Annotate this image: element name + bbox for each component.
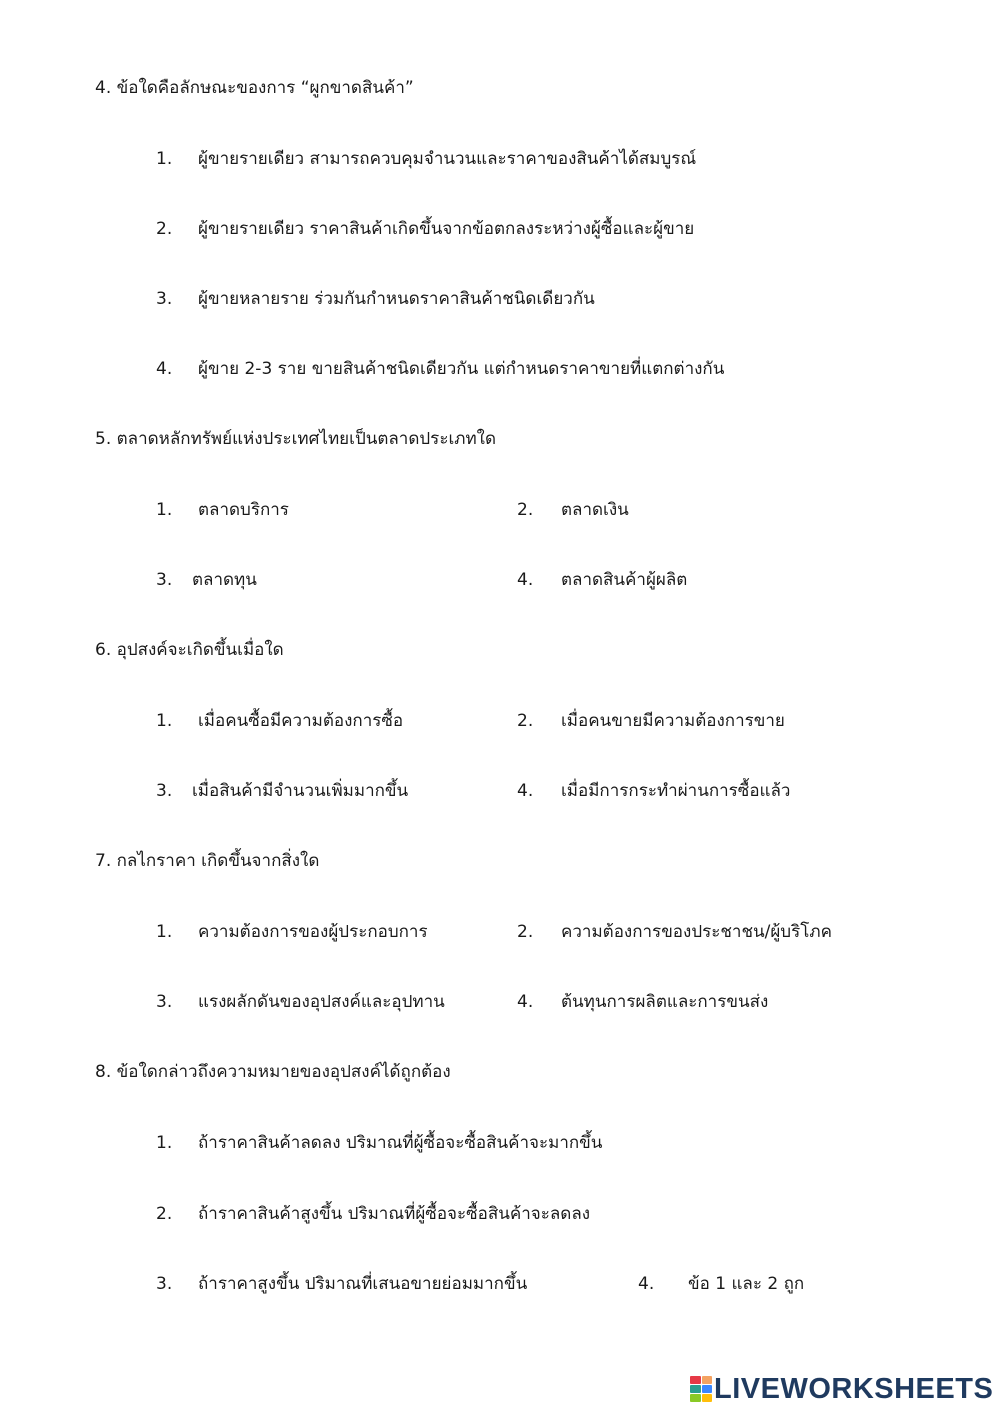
q7-option-3: แรงผลักดันของอุปสงค์และอุปทาน <box>198 992 445 1012</box>
q7-option-1: ความต้องการของผู้ประกอบการ <box>198 922 428 942</box>
q8-option-3-number: 3. <box>156 1274 173 1294</box>
q8-option-2-number: 2. <box>156 1204 173 1224</box>
logo-text: LIVEWORKSHEETS <box>714 1372 994 1405</box>
logo-block <box>702 1385 713 1393</box>
q7-option-3-number: 3. <box>156 992 173 1012</box>
q5-option-2: ตลาดเงิน <box>561 500 629 520</box>
q8-option-4-number: 4. <box>638 1274 655 1294</box>
logo-block <box>690 1376 701 1384</box>
q8-option-1-number: 1. <box>156 1133 173 1153</box>
q5-option-4-number: 4. <box>517 570 534 590</box>
q4-option-4-number: 4. <box>156 359 173 379</box>
q7-option-4: ต้นทุนการผลิตและการขนส่ง <box>561 992 769 1012</box>
q5-option-3: ตลาดทุน <box>192 570 257 590</box>
logo-block <box>690 1394 701 1402</box>
q7-option-2: ความต้องการของประชาชน/ผู้บริโภค <box>561 922 832 942</box>
q4-option-2-number: 2. <box>156 219 173 239</box>
q6-option-4-number: 4. <box>517 781 534 801</box>
logo-block <box>702 1394 713 1402</box>
q5-option-3-number: 3. <box>156 570 173 590</box>
q4-option-3-number: 3. <box>156 289 173 309</box>
question-4: 4. ข้อใดคือลักษณะของการ “ผูกขาดสินค้า” <box>95 78 414 98</box>
q6-option-2-number: 2. <box>517 711 534 731</box>
q8-option-2: ถ้าราคาสินค้าสูงขึ้น ปริมาณที่ผู้ซื้อจะซื้อสินค้าจะลดลง <box>198 1204 591 1224</box>
q4-option-4: ผู้ขาย 2-3 ราย ขายสินค้าชนิดเดียวกัน แต่กำหนดราคาขายที่แตกต่างกัน <box>198 359 725 379</box>
question-8: 8. ข้อใดกล่าวถึงความหมายของอุปสงค์ได้ถูกต้อง <box>95 1062 451 1082</box>
q5-option-2-number: 2. <box>517 500 534 520</box>
q6-option-1-number: 1. <box>156 711 173 731</box>
q5-option-1-number: 1. <box>156 500 173 520</box>
q7-option-4-number: 4. <box>517 992 534 1012</box>
liveworksheets-logo[interactable] <box>690 1372 993 1406</box>
q4-option-2: ผู้ขายรายเดียว ราคาสินค้าเกิดขึ้นจากข้อตกลงระหว่างผู้ซื้อและผู้ขาย <box>198 219 695 239</box>
logo-block <box>690 1385 701 1393</box>
logo-block <box>702 1376 713 1384</box>
q7-option-2-number: 2. <box>517 922 534 942</box>
question-6: 6. อุปสงค์จะเกิดขึ้นเมื่อใด <box>95 640 284 660</box>
q6-option-1: เมื่อคนซื้อมีความต้องการซื้อ <box>198 711 404 731</box>
q6-option-3: เมื่อสินค้ามีจำนวนเพิ่มมากขึ้น <box>192 781 409 801</box>
q5-option-4: ตลาดสินค้าผู้ผลิต <box>561 570 688 590</box>
logo-mark-icon <box>690 1376 712 1402</box>
question-5: 5. ตลาดหลักทรัพย์แห่งประเทศไทยเป็นตลาดประเภทใด <box>95 429 497 449</box>
q6-option-4: เมื่อมีการกระทำผ่านการซื้อแล้ว <box>561 781 791 801</box>
question-7: 7. กลไกราคา เกิดขึ้นจากสิ่งใด <box>95 851 320 871</box>
q8-option-1: ถ้าราคาสินค้าลดลง ปริมาณที่ผู้ซื้อจะซื้อสินค้าจะมากขึ้น <box>198 1133 603 1153</box>
q4-option-1-number: 1. <box>156 149 173 169</box>
q6-option-2: เมื่อคนขายมีความต้องการขาย <box>561 711 785 731</box>
q4-option-3: ผู้ขายหลายราย ร่วมกันกำหนดราคาสินค้าชนิดเดียวกัน <box>198 289 595 309</box>
q4-option-1: ผู้ขายรายเดียว สามารถควบคุมจำนวนและราคาของสินค้าได้สมบูรณ์ <box>198 149 697 169</box>
q8-option-3: ถ้าราคาสูงขึ้น ปริมาณที่เสนอขายย่อมมากขึ้น <box>198 1274 528 1294</box>
q7-option-1-number: 1. <box>156 922 173 942</box>
q5-option-1: ตลาดบริการ <box>198 500 289 520</box>
q8-option-4: ข้อ 1 และ 2 ถูก <box>688 1274 805 1294</box>
q6-option-3-number: 3. <box>156 781 173 801</box>
